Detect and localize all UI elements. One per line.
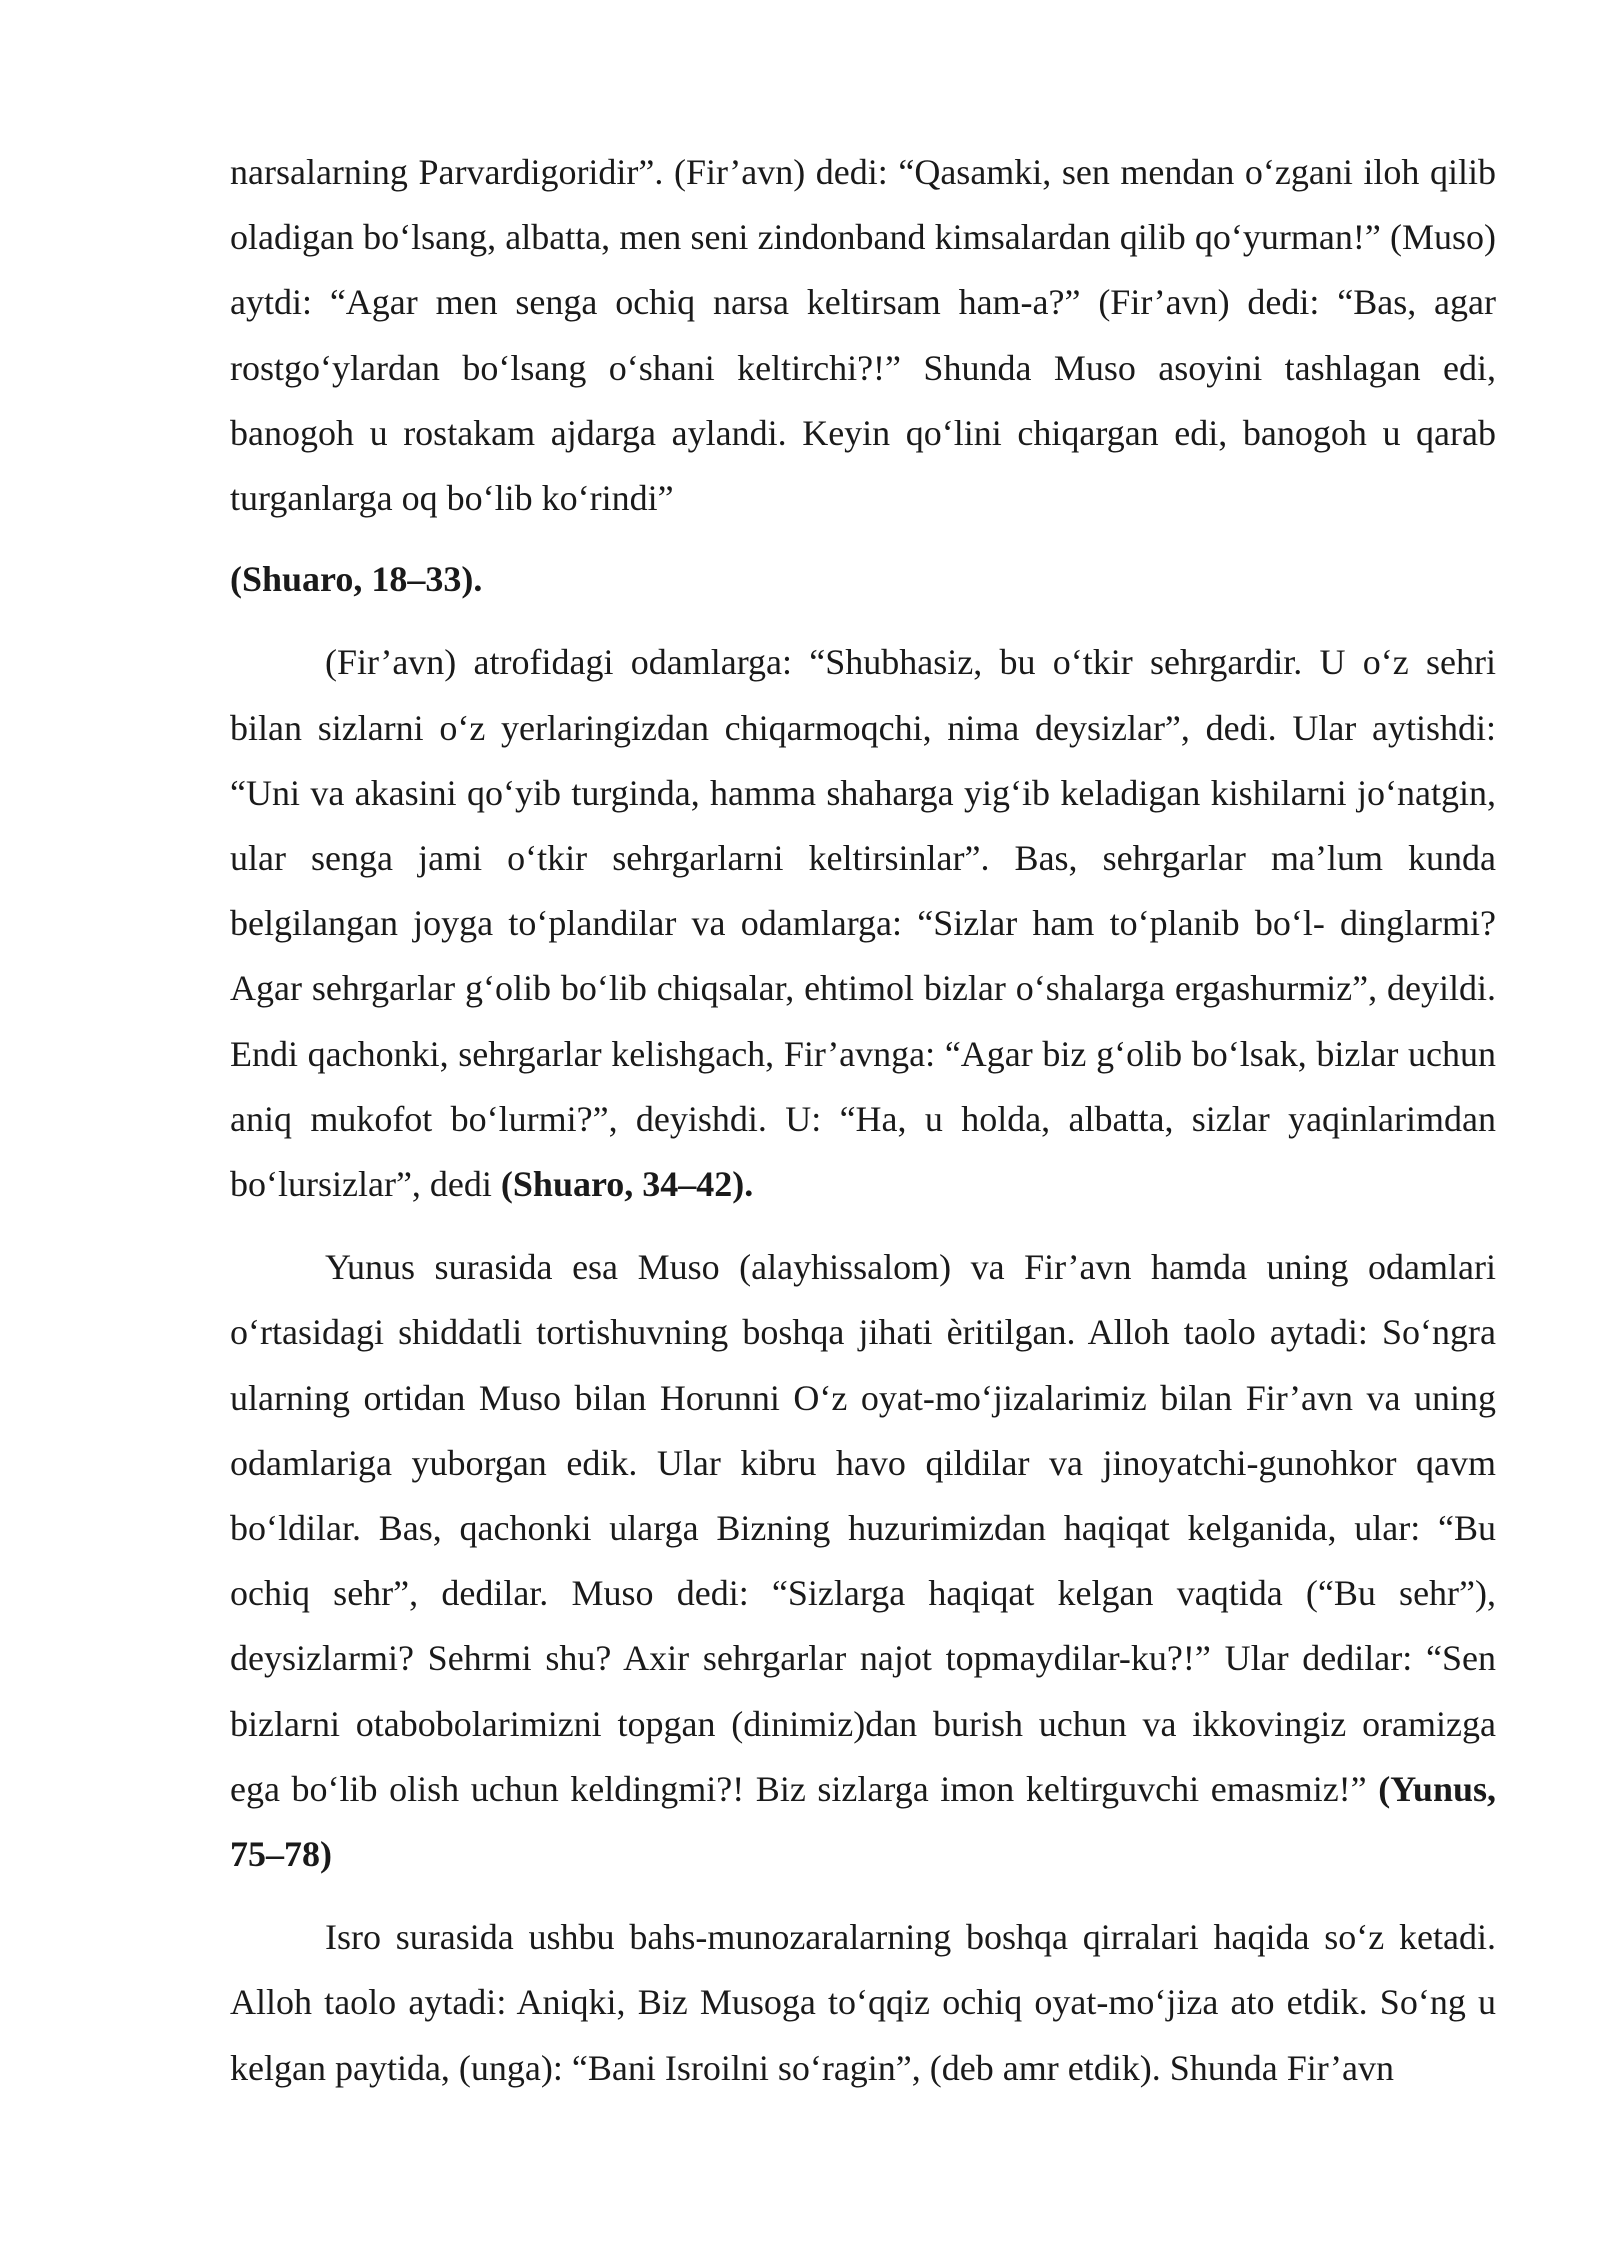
reference-text: (Yunus, 75–78): [230, 1768, 1496, 1875]
paragraph-text: Isro surasida ushbu bahs-munozaralarning boshqa qirralari haqida so‘z ketadi. Alloh taolo aytadi: Aniqki, Biz Musoga to‘qqiz ochiq oyat-mo‘jiza ato etdik. So‘ng u kelgan paytida, (unga): “Bani Isroilni so‘ragin”, (deb amr etdik). Shunda Fir’avn: [230, 1917, 1496, 2088]
paragraph-continuation: [230, 140, 1496, 531]
paragraph-isro-surah: [230, 1905, 1496, 2101]
reference-text: (Shuaro, 18–33).: [230, 559, 483, 600]
paragraph-yunus-surah: [230, 1235, 1496, 1887]
paragraph-text: (Fir’avn) atrofidagi odamlarga: “Shubhasiz, bu o‘tkir sehrgardir. U o‘z sehri bilan sizlarni o‘z yerlaringizdan chiqarmoqchi, nima deysizlar”, dedi. Ular aytishdi: “Uni va akasini qo‘yib turginda, hamma shaharga yig‘ib keladigan kishilarni jo‘natgin, ular senga jami o‘tkir sehrgarlarni keltirsinlar”. Bas, sehrgarlar ma’lum kunda belgilangan joyga to‘plandilar va odamlarga: “Sizlar ham to‘planib bo‘l- dinglarmi? Agar sehrgarlar g‘olib bo‘lib chiqsalar, ehtimol bizlar o‘shalarga ergashurmiz”, deyildi. Endi qachonki, sehrgarlar kelishgach, Fir’avnga: “Agar biz g‘olib bo‘lsak, bizlar uchun aniq mukofot bo‘lurmi?”, deyishdi. U: “Ha, u holda, albatta, sizlar yaqinlarimdan bo‘lursizlar”, dedi: [230, 642, 1496, 1205]
document-page: [230, 140, 1496, 2101]
paragraph-text: narsalarning Parvardigoridir”. (Fir’avn) dedi: “Qasamki, sen mendan o‘zgani iloh qilib oladigan bo‘lsang, albatta, men seni zindonband kimsalardan qilib qo‘yurman!” (Muso) aytdi: “Agar men senga ochiq narsa keltirsam ham-a?” (Fir’avn) dedi: “Bas, agar rostgo‘ylardan bo‘lsang o‘shani keltirchi?!” Shunda Muso asoyini tashlagan edi, banogoh u rostakam ajdarga aylandi. Keyin qo‘lini chiqargan edi, banogoh u qarab turganlarga oq bo‘lib ko‘rindi”: [230, 152, 1496, 519]
paragraph-pharaoh-sorcerers: [230, 630, 1496, 1217]
reference-text: (Shuaro, 34–42).: [500, 1164, 754, 1205]
quran-reference-line: [230, 547, 1496, 612]
paragraph-text: Yunus surasida esa Muso (alayhissalom) va Fir’avn hamda uning odamlari o‘rtasidagi shiddatli tortishuvning boshqa jihati èritilgan. Alloh taolo aytadi: So‘ngra ularning ortidan Muso bilan Horunni O‘z oyat-mo‘jizalarimiz bilan Fir’avn va uning odamlariga yuborgan edik. Ular kibru havo qildilar va jinoyatchi-gunohkor qavm bo‘ldilar. Bas, qachonki ularga Bizning huzurimizdan haqiqat kelganida, ular: “Bu ochiq sehr”, dedilar. Muso dedi: “Sizlarga haqiqat kelgan vaqtida (“Bu sehr”), deysizlarmi? Sehrmi shu? Axir sehrgarlar najot topmaydilar-ku?!” Ular dedilar: “Sen bizlarni otabobolarimizni topgan (dinimiz)dan burish uchun va ikkovingiz oramizga ega bo‘lib olish uchun keldingmi?! Biz sizlarga imon keltirguvchi emasmiz!”: [230, 1247, 1496, 1809]
